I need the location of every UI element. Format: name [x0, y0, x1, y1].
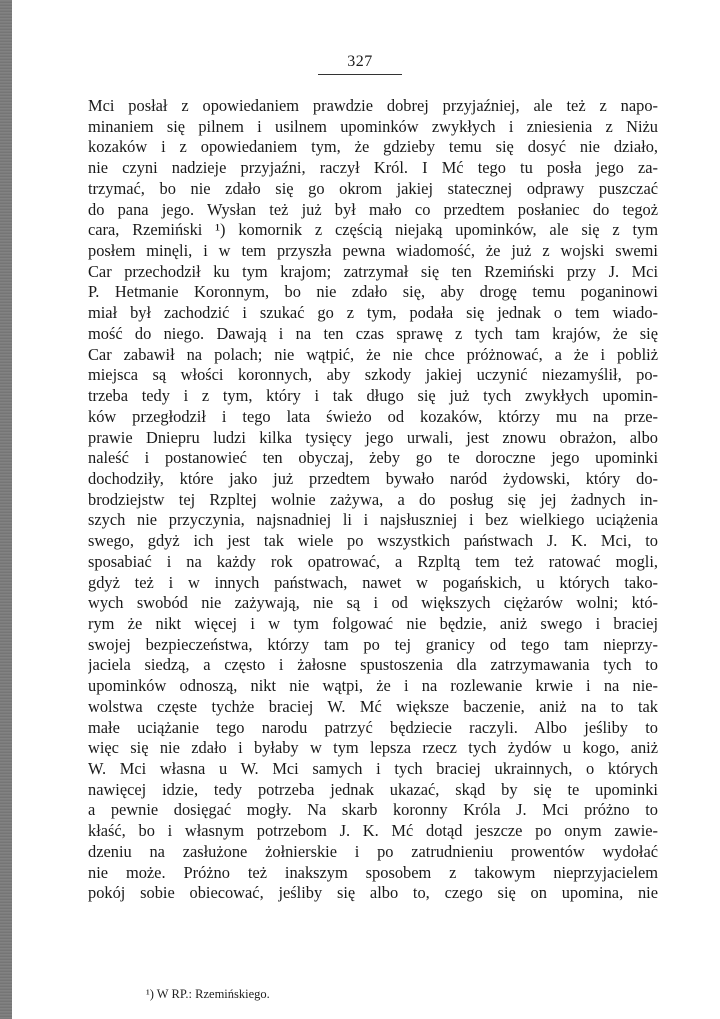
text-line: trzymać, bo nie zdało się go okrom jakiej statecznej odprawy puszczać: [88, 178, 658, 198]
text-line: pokój sobie obiecować, jeśliby się albo to, czego się on upomina, nie: [88, 883, 658, 903]
text-line: miał był zachodzić i szukać go z tym, podała się jednak o tem wiado-: [88, 303, 658, 323]
text-line: kłaść, bo i własnym potrzebom J. K. Mć dotąd jeszcze po onym zawie-: [88, 821, 658, 841]
text-line: nie czyni nadzieje przyjaźni, raczył Król. I Mć tego tu posła jego za-: [88, 158, 658, 178]
page-number: 327: [347, 53, 373, 70]
text-line: szych nie przyczynia, najsnadniej li i najsłuszniej i bez wielkiego uciążenia: [88, 510, 658, 530]
text-line: a pewnie dosięgać mogły. Na skarb koronny Króla J. Mci próżno to: [88, 800, 658, 820]
text-line: mość do niego. Dawają i na ten czas sprawę z tych tam krajów, że się: [88, 323, 658, 343]
text-line: swojej bezpieczeństwa, którzy tam po tej granicy od tego tam nieprzy-: [88, 634, 658, 654]
text-line: cara, Rzemiński ¹) komornik z częścią niejaką upominków, ale się z tym: [88, 220, 658, 240]
text-line: Car zabawił na polach; nie wątpić, że nie chce próżnować, a że i pobliż: [88, 344, 658, 364]
text-line: W. Mci własna u W. Mci samych i tych braciej ukrainnych, o których: [88, 759, 658, 778]
text-line: nie może. Próżno też inakszym sposobem z takowym nieprzyjacielem: [88, 862, 658, 882]
text-line: miejsca są włości koronnych, aby szkody jakiej uczynić niezamyślił, po-: [88, 365, 658, 385]
text-line: P. Hetmanie Koronnym, bo nie zdało się, aby drogę temu poganinowi: [88, 282, 658, 302]
body-text: [88, 96, 658, 904]
footnote: ¹) W RP.: Rzemińskiego.: [146, 987, 270, 1001]
text-line: dzeniu na zasłużone żołnierskie i po zatrudnieniu prowentów wydołać: [88, 841, 658, 861]
text-line: naleść i postanowieć ten obyczaj, żeby go te doroczne jego upominki: [88, 448, 658, 468]
text-line: ków przegłodził i tego lata świeżo od kozaków, którzy mu na prze-: [88, 406, 658, 426]
text-line: minaniem się pilnem i usilnem upominków zwykłych i zniesienia z Niżu: [88, 116, 658, 136]
text-line: prawie Dniepru ludzi kilka tysięcy jego urwali, jest znowu obrażon, albo: [88, 427, 658, 447]
text-line: kozaków i z opowiedaniem tym, że gdzieby temu się dosyć nie działo,: [88, 137, 658, 157]
text-line: wych swobód nie zażywają, nie są i od większych ciężarów wolni; któ-: [88, 593, 658, 613]
text-line: nawięcej idzie, tedy potrzeba jednak ukazać, skąd by się te upominki: [88, 779, 658, 799]
text-line: posłem minęli, i w tem przyszła pewna wiadomość, że już z wojski swemi: [88, 241, 658, 261]
text-line: brodziejstw tej Rzpltej wolnie zażywa, a do posług się jej żadnych in-: [88, 489, 658, 509]
text-line: do pana jego. Wysłan też już był mało co przedtem posłaniec do tegoż: [88, 199, 658, 219]
scan-edge: [0, 0, 12, 1019]
text-line: małe uciążanie tego narodu patrzyć będziecie raczyli. Albo jeśliby to: [88, 717, 658, 737]
text-line: trzeba tedy i z tym, który i tak długo się już tych zwykłych upomin-: [88, 386, 658, 406]
page-number-rule: [318, 74, 402, 75]
text-line: swego, gdyż ich jest tak wiele po wszystkich państwach J. K. Mci, to: [88, 531, 658, 551]
text-line: gdyż też i w innych państwach, nawet w pogańskich, u których tako-: [88, 572, 658, 592]
text-line: rym że nikt więcej i w tym folgować nie będzie, aniż swego i braciej: [88, 613, 658, 633]
text-line: wolstwa częste tychże braciej W. Mć większe baczenie, aniż na to tak: [88, 696, 658, 716]
text-line: Mci posłał z opowiedaniem prawdzie dobrej przyjaźniej, ale też z napo-: [88, 96, 658, 115]
text-line: jaciela siedzą, a często i żałosne spustoszenia dla zatrzymawania tych to: [88, 655, 658, 675]
text-line: dochodziły, które jako już przedtem bywało naród żydowski, który do-: [88, 468, 658, 488]
text-line: sposabiać i na każdy rok opatrować, a Rzpltą tem też ratować mogli,: [88, 551, 658, 571]
text-line: więc się nie zdało i byłaby w tym lepsza rzecz tych żydów u kogo, aniż: [88, 738, 658, 758]
text-line: Car przechodził ku tym krajom; zatrzymał się ten Rzemiński przy J. Mci: [88, 261, 658, 281]
text-line: upominków odnoszą, nikt nie wątpi, że i na rozlewanie krwie i na nie-: [88, 676, 658, 696]
